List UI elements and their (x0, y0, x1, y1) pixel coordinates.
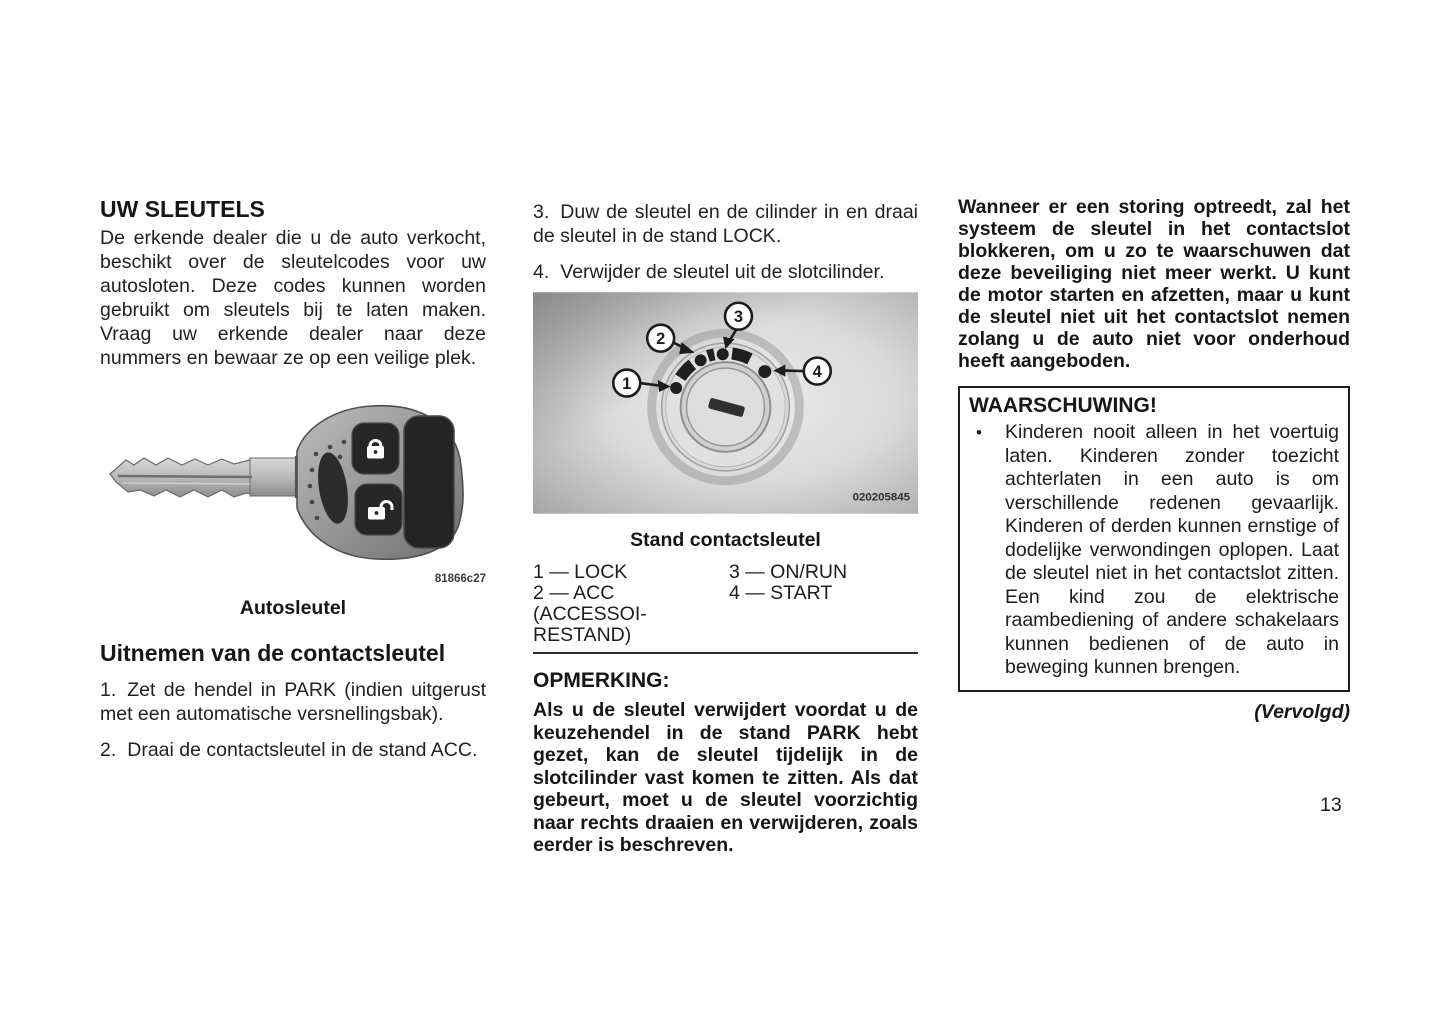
car-key-illustration (100, 396, 472, 566)
step-number: 1. (100, 679, 117, 701)
callout-1 (613, 370, 640, 397)
step-text: Duw de sleutel en de cilinder in en draai de sleutel in de stand LOCK. (533, 201, 918, 247)
continued-label: (Vervolgd) (1254, 700, 1350, 723)
section-title-uitnemen: Uitnemen van de contactsleutel (100, 640, 446, 666)
note-paragraph: Als u de sleutel verwijdert voordat u de keuzehendel in de stand PARK hebt gezet, kan de sleutel tijdelijk in de slotcilinder vast komen te zitten. Als dat gebeurt, moet u de sleutel voorzichtig naar rechts draaien en verwijderen, zoals eerder is beschreven. (533, 699, 918, 856)
fob-side-panel (404, 416, 454, 548)
figure-code: 81866c27 (434, 573, 486, 585)
legend-item-start: 4 — START (729, 582, 833, 604)
malfunction-paragraph: Wanneer er een storing optreedt, zal het systeem de sleutel in het contactslot blokkeren, om u zo te waarschuwen dat deze beveiliging niet meer werkt. U kunt de motor starten en afzetten, maar u kunt de sleutel niet uit het contactslot nemen zolang u de auto niet voor onderhoud heeft aangeboden. (958, 196, 1350, 372)
photo-code: 020205845 (852, 491, 911, 504)
car-key-figure (100, 396, 486, 620)
bullet-marker: • (976, 423, 982, 442)
legend-item-acc: 2 — ACC (ACCESSOI-RESTAND) (533, 582, 647, 646)
unlock-button (355, 484, 402, 535)
note-heading: OPMERKING: (533, 669, 670, 692)
step-number: 2. (100, 739, 117, 761)
step-number: 4. (533, 261, 550, 283)
left-column (100, 196, 486, 762)
step-number: 3. (533, 201, 550, 223)
svg-text:3: 3 (733, 308, 744, 327)
svg-text:2: 2 (656, 330, 666, 349)
key-blade (110, 456, 298, 498)
lock-button (352, 423, 399, 474)
ignition-figure (533, 292, 918, 552)
divider-rule (533, 652, 918, 654)
step-4 (533, 260, 918, 284)
page-number: 13 (1320, 794, 1342, 816)
step-3 (533, 200, 918, 248)
warning-box (958, 386, 1350, 692)
step-text: Draai de contactsleutel in de stand ACC. (127, 739, 478, 761)
position-legend (533, 562, 918, 646)
step-text: Zet de hendel in PARK (indien uitgerust met een automatische versnellingsbak). (100, 679, 486, 725)
step-1 (100, 678, 486, 726)
callout-3 (725, 303, 752, 330)
section-title-uw-sleutels: UW SLEUTELS (100, 196, 265, 222)
legend-item-onrun: 3 — ON/RUN (729, 561, 848, 583)
step-text: Verwijder de sleutel uit de slotcilinder. (560, 261, 885, 283)
key-fob (297, 406, 463, 560)
figure-caption: Autosleutel (239, 597, 347, 619)
step-2 (100, 738, 486, 762)
callout-2 (647, 325, 674, 352)
warning-title: WAARSCHUWING! (969, 394, 1157, 417)
right-column (958, 196, 1350, 724)
svg-text:4: 4 (812, 363, 822, 382)
svg-text:1: 1 (622, 375, 632, 394)
figure-caption: Stand contactsleutel (630, 529, 821, 551)
warning-bullet-item (969, 421, 1339, 680)
warning-text: Kinderen nooit alleen in het voertuig laten. Kinderen zonder toezicht achterlaten in een auto is om verschillende redenen gevaarlijk. Kinderen of derden kunnen ernstige of dodelijke verwondingen oplopen. Laat de sleutel niet in het contactslot zitten. Een kind zou de elektrische raambediening of andere schakelaars kunnen bedienen of de auto in beweging kunnen brengen. (1005, 421, 1339, 678)
ignition-cylinder-photo (533, 292, 918, 514)
middle-column (533, 196, 918, 857)
legend-item-lock: 1 — LOCK (533, 561, 628, 583)
intro-paragraph: De erkende dealer die u de auto verkocht, beschikt over de sleutelcodes voor uw autosloten. Deze codes kunnen worden gebruikt om sleutels bij te laten maken. Vraag uw erkende dealer naar deze nummers en bewaar ze op een veilige plek. (100, 227, 486, 369)
callout-4 (804, 358, 831, 385)
